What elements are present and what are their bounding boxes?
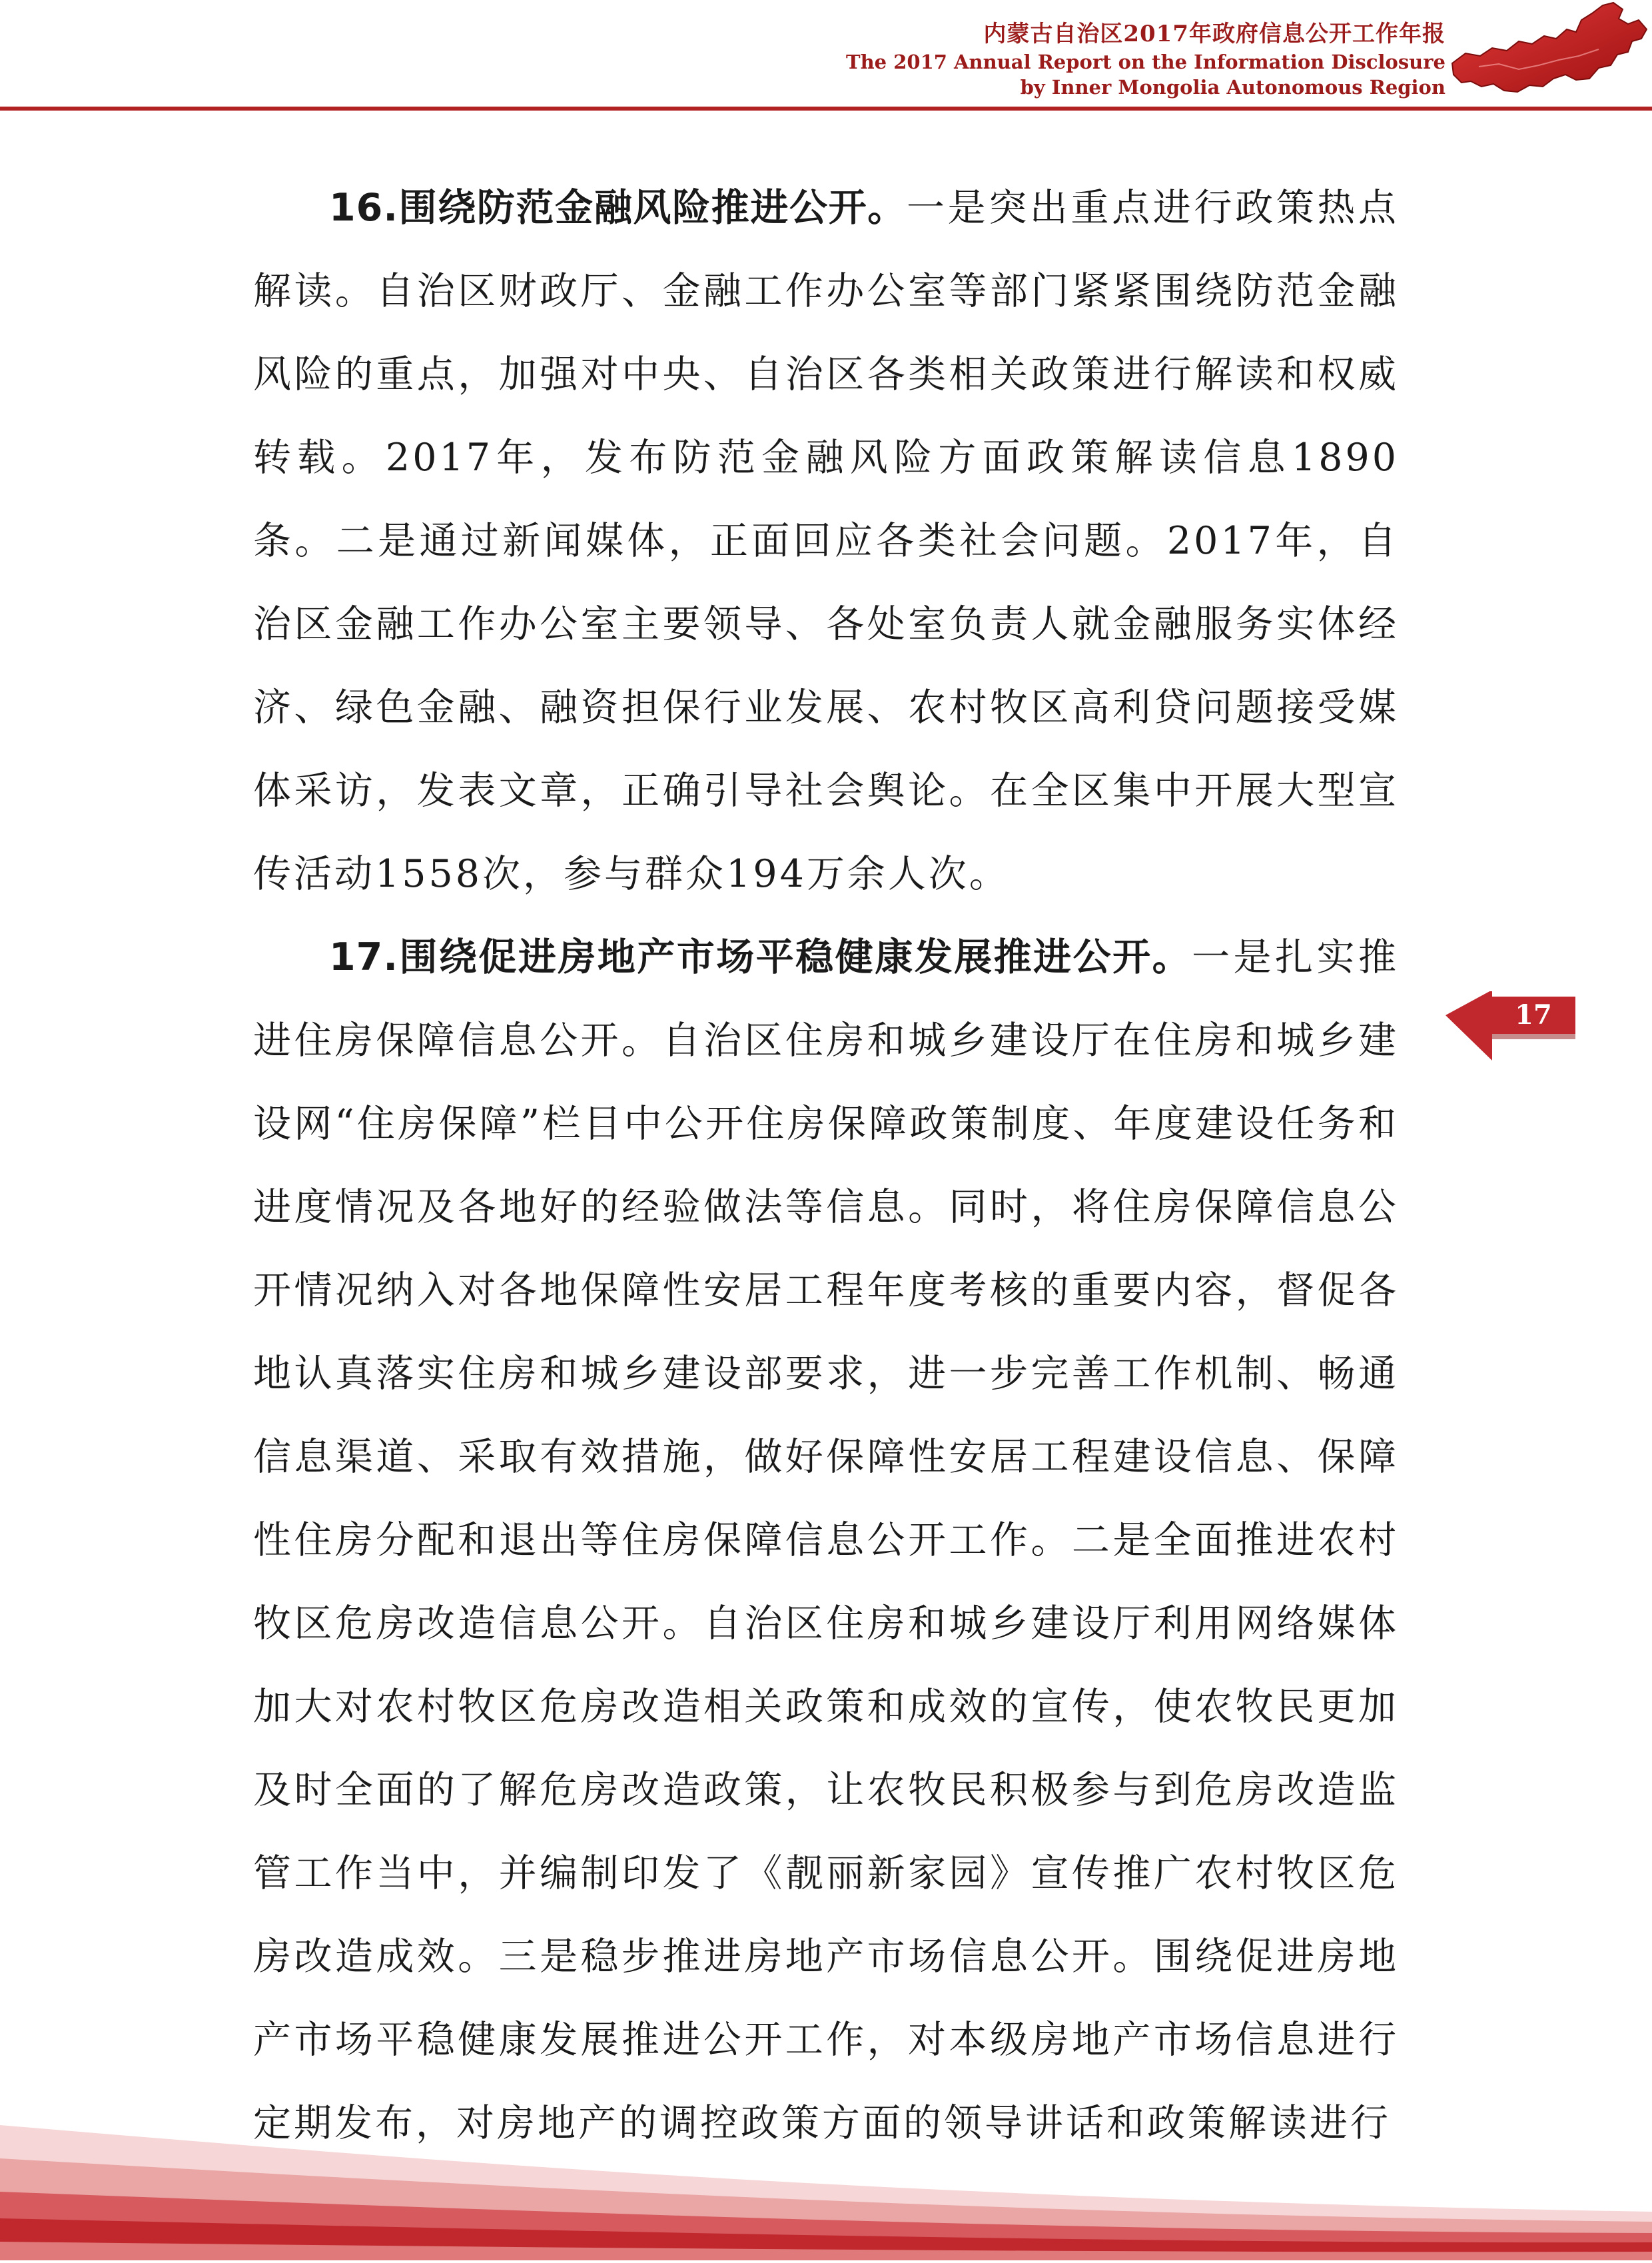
page-number: 17: [1515, 999, 1552, 1031]
header-divider: [0, 107, 1652, 111]
section-17-body: 一是扎实推进住房保障信息公开。自治区住房和城乡建设厅在住房和城乡建设网“住房保障”栏目中公开住房保障政策制度、年度建设任务和进度情况及各地好的经验做法等信息。同时，将住房保障信息公开情况纳入对各地保障性安居工程年度考核的重要内容，督促各地认真落实住房和城乡建设部要求，进一步完善工作机制、畅通信息渠道、采取有效措施，做好保障性安居工程建设信息、保障性住房分配和退出等住房保障信息公开工作。二是全面推进农村牧区危房改造信息公开。自治区住房和城乡建设厅利用网络媒体加大对农村牧区危房改造相关政策和成效的宣传，使农牧民更加及时全面的了解危房改造政策，让农牧民积极参与到危房改造监管工作当中，并编制印发了《靓丽新家园》宣传推广农村牧区危房改造成效。三是稳步推进房地产市场信息公开。围绕促进房地产市场平稳健康发展推进公开工作，对本级房地产市场信息进行定期发布，对房地产的调控政策方面的领导讲话和政策解读进行: [253, 935, 1400, 2145]
footer-wave-decoration: [0, 2085, 1652, 2260]
section-17-heading: 17.围绕促进房地产市场平稳健康发展推进公开。: [329, 935, 1192, 979]
inner-mongolia-map-icon: [1439, 0, 1652, 113]
section-16-heading: 16.围绕防范金融风险推进公开。: [329, 186, 907, 230]
page-number-marker: [1446, 991, 1575, 1061]
header-title-cn: 内蒙古自治区2017年政府信息公开工作年报: [983, 21, 1446, 47]
header-title-block: [846, 19, 1446, 100]
section-16-body: 一是突出重点进行政策热点解读。自治区财政厅、金融工作办公室等部门紧紧围绕防范金融风险的重点，加强对中央、自治区各类相关政策进行解读和权威转载。2017年，发布防范金融风险方面政策解读信息1890条。二是通过新闻媒体，正面回应各类社会问题。2017年，自治区金融工作办公室主要领导、各处室负责人就金融服务实体经济、绿色金融、融资担保行业发展、农村牧区高利贷问题接受媒体采访，发表文章，正确引导社会舆论。在全区集中开展大型宣传活动1558次，参与群众194万余人次。: [253, 186, 1399, 896]
paragraph-section-17: [253, 916, 1399, 2165]
page-header: [0, 0, 1652, 117]
header-title-en-line1: The 2017 Annual Report on the Information Disclosure: [846, 51, 1446, 73]
paragraph-section-16: [253, 167, 1399, 916]
document-body: [253, 167, 1399, 2165]
header-title-en-line2: by Inner Mongolia Autonomous Region: [1020, 76, 1446, 99]
